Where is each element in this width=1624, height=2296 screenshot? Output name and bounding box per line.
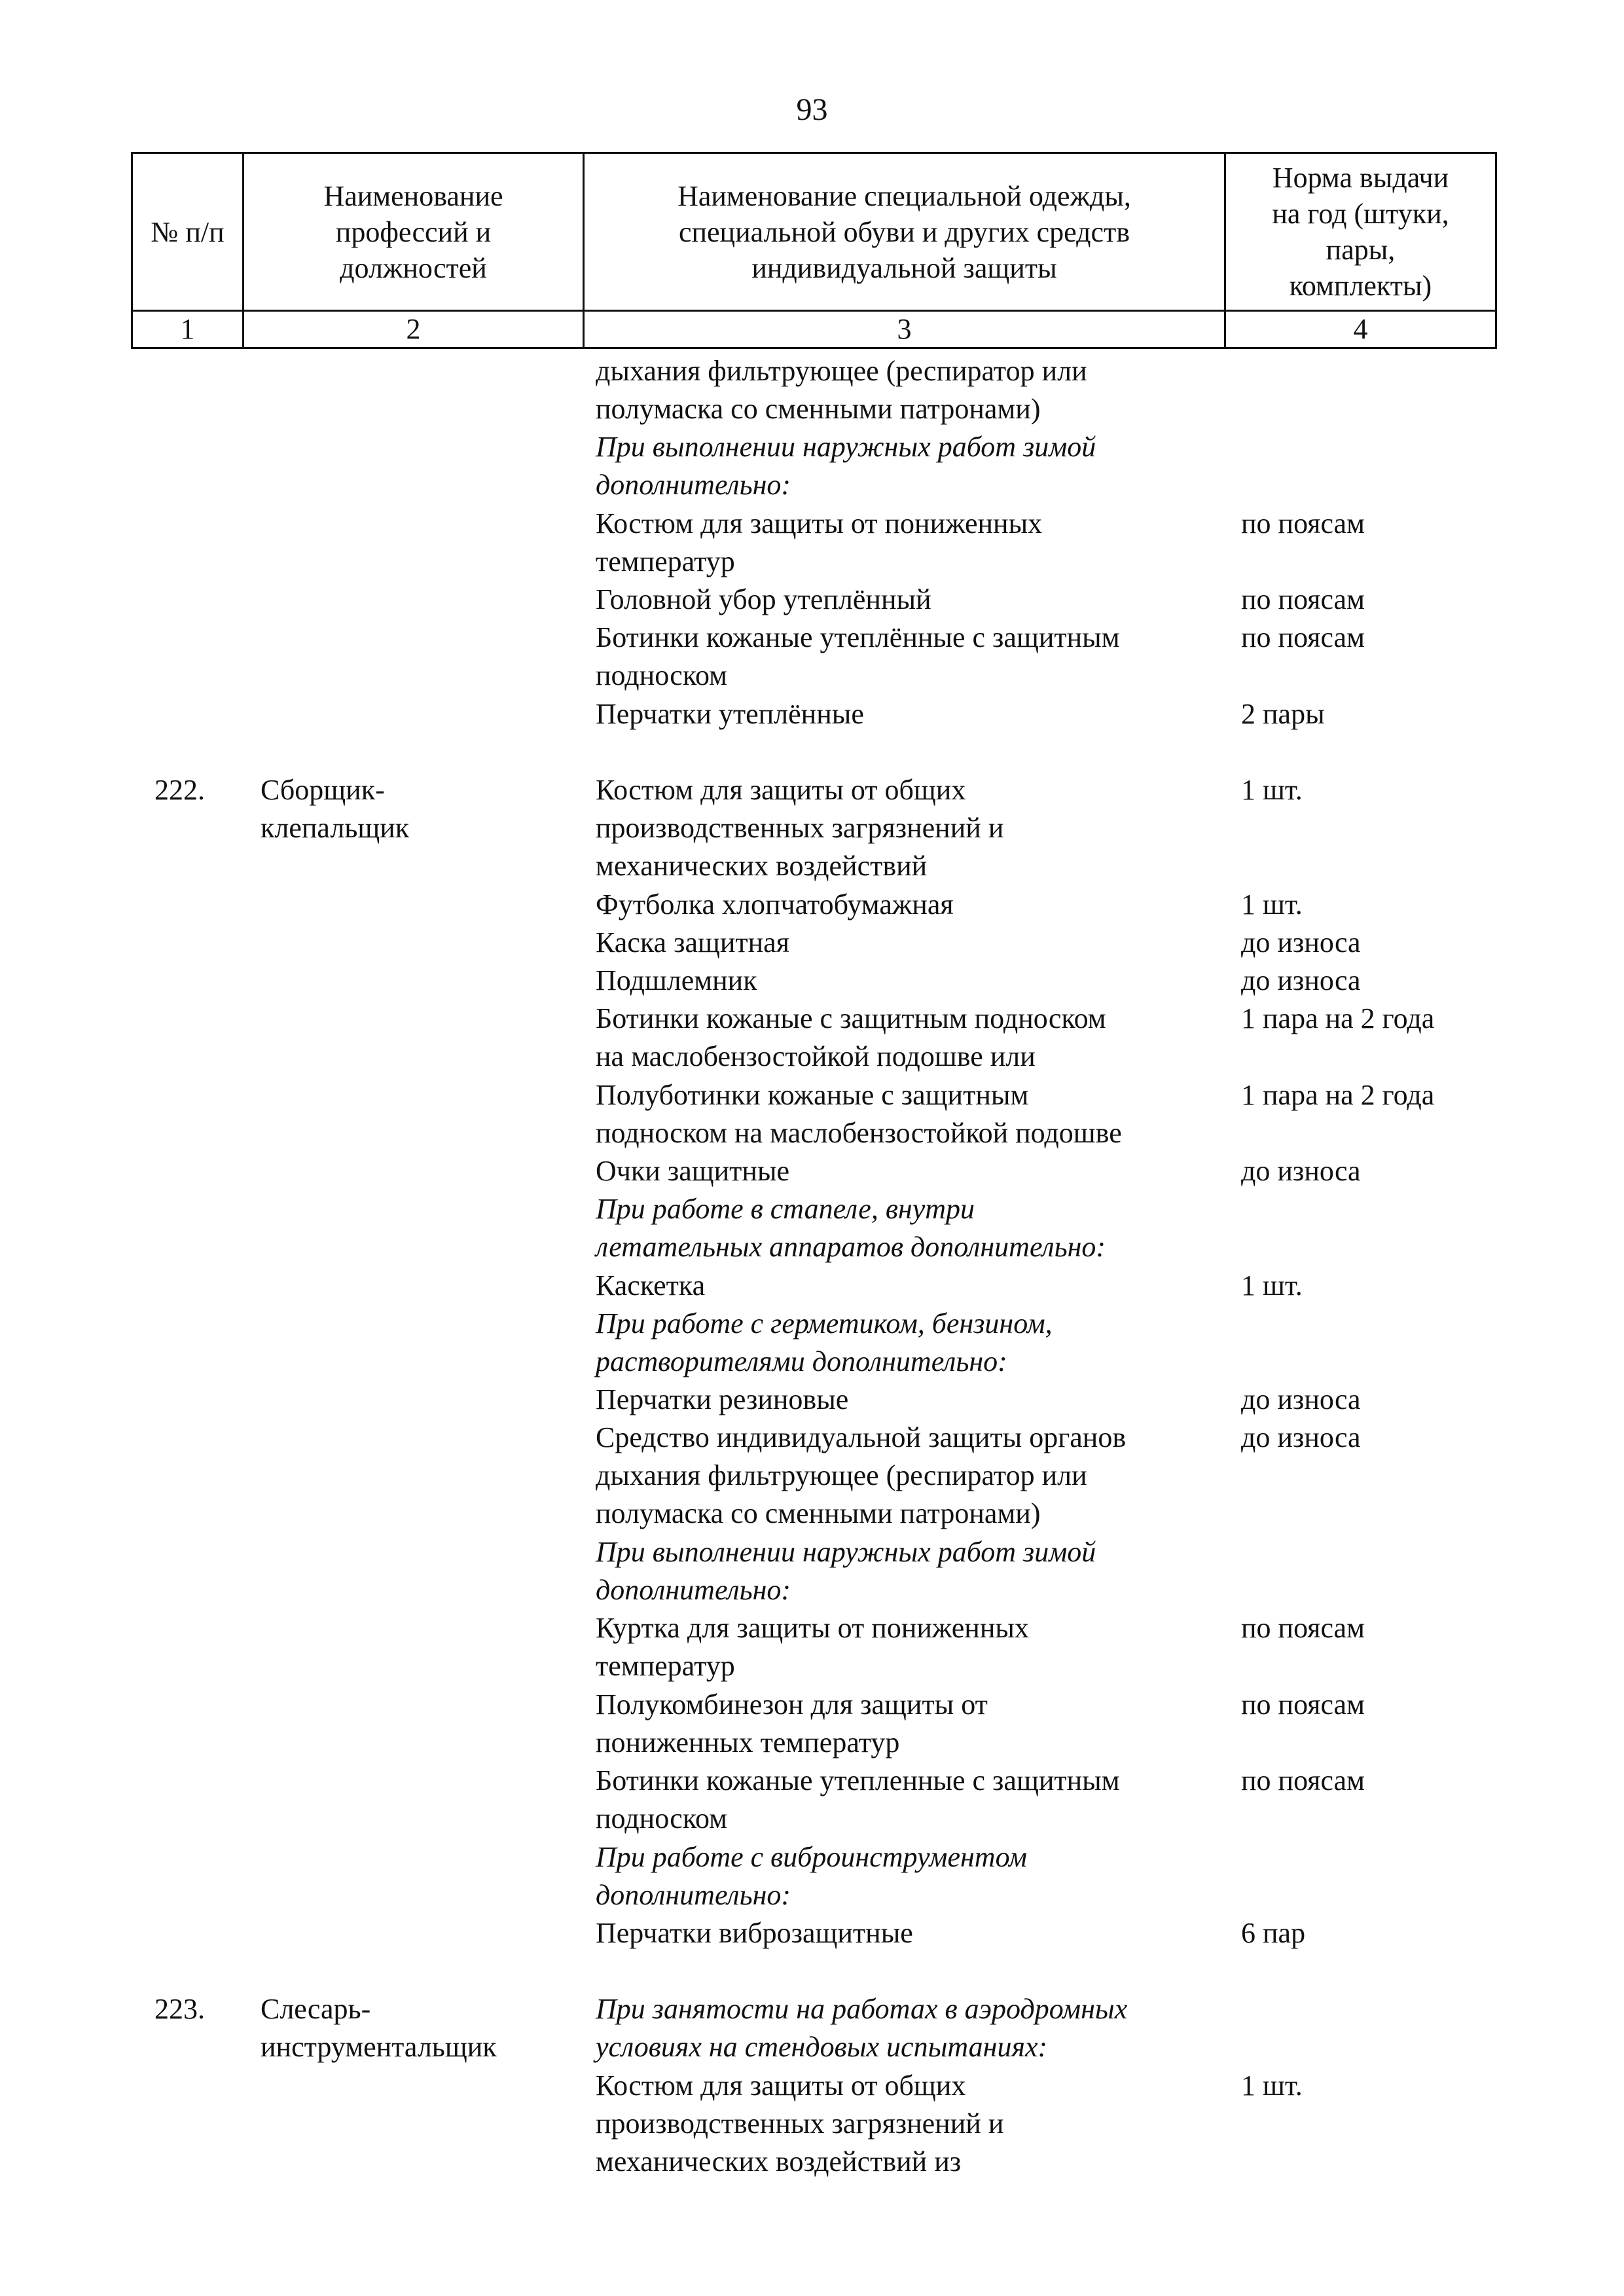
issue-norm: по поясам xyxy=(1241,583,1365,616)
issue-norm: 1 шт. xyxy=(1241,1269,1303,1302)
header-col-index: 3 xyxy=(584,311,1225,348)
equipment-item: Перчатки утеплённые xyxy=(596,697,864,730)
issue-norm: до износа xyxy=(1241,1155,1361,1187)
condition-note: При занятости на работах в аэродромных условиях на стендовых испытаниях: xyxy=(596,1993,1128,2064)
condition-note: При выполнении наружных работ зимой дополнительно: xyxy=(596,431,1096,501)
equipment-item: Полукомбинезон для защиты от пониженных температур xyxy=(596,1688,988,1758)
condition-note: При работе с виброинструментом дополнительно: xyxy=(596,1840,1027,1911)
header-equipment-column: Наименование специальной одежды, специальной обуви и других средств индивидуальной защиты xyxy=(584,153,1225,311)
issue-norm: 1 пара на 2 года xyxy=(1241,1078,1435,1111)
header-profession-column: Наименование профессий и должностей xyxy=(244,153,584,311)
header-number-column: № п/п xyxy=(132,153,244,311)
issue-norm: 6 пар xyxy=(1241,1917,1306,1949)
issue-norm: 1 пара на 2 года xyxy=(1241,1002,1435,1035)
equipment-item: Перчатки резиновые xyxy=(596,1383,849,1416)
equipment-item: Каскетка xyxy=(596,1269,706,1302)
issue-norm: по поясам xyxy=(1241,1612,1365,1645)
equipment-item: Ботинки кожаные утеплённые с защитным подноском xyxy=(596,621,1120,692)
condition-note: При выполнении наружных работ зимой дополнительно: xyxy=(596,1536,1096,1606)
equipment-item: дыхания фильтрующее (респиратор или полумаска со сменными патронами) xyxy=(596,355,1087,425)
issue-norm: по поясам xyxy=(1241,1764,1365,1797)
header-col-index: 1 xyxy=(132,311,244,348)
issue-norm: до износа xyxy=(1241,1383,1361,1416)
equipment-item: Подшлемник xyxy=(596,964,757,996)
issue-norm: по поясам xyxy=(1241,1688,1365,1721)
header-col-index: 2 xyxy=(244,311,584,348)
header-col-index: 4 xyxy=(1225,311,1496,348)
issue-norm: до износа xyxy=(1241,1421,1361,1454)
equipment-item: Костюм для защиты от пониженных температур xyxy=(596,507,1043,577)
equipment-item: Полуботинки кожаные с защитным подноском на маслобензостойкой подошве xyxy=(596,1078,1122,1149)
issue-norm: 1 шт. xyxy=(1241,888,1303,920)
issue-norm: по поясам xyxy=(1241,621,1365,654)
equipment-item: Средство индивидуальной защиты органов дыхания фильтрующее (респиратор или полумаска со сменными патронами) xyxy=(596,1421,1127,1530)
page-number: 93 xyxy=(796,92,828,127)
row-number: 223. xyxy=(154,1993,205,2026)
profession-name: Слесарь- инструментальщик xyxy=(261,1993,497,2064)
equipment-item: Очки защитные xyxy=(596,1155,790,1187)
equipment-item: Куртка для защиты от пониженных температур xyxy=(596,1612,1029,1683)
header-norm-column: Норма выдачи на год (штуки, пары, комплекты) xyxy=(1225,153,1496,311)
equipment-item: Ботинки кожаные с защитным подноском на маслобензостойкой подошве или xyxy=(596,1002,1106,1073)
condition-note: При работе в стапеле, внутри летательных аппаратов дополнительно: xyxy=(596,1193,1106,1264)
row-number: 222. xyxy=(154,774,205,806)
issue-norm: 2 пары xyxy=(1241,697,1325,730)
condition-note: При работе с герметиком, бензином, растворителями дополнительно: xyxy=(596,1307,1053,1377)
equipment-item: Головной убор утеплённый xyxy=(596,583,931,616)
issue-norm: 1 шт. xyxy=(1241,2069,1303,2102)
equipment-item: Костюм для защиты от общих производственных загрязнений и механических воздействий из xyxy=(596,2069,1004,2178)
equipment-item: Ботинки кожаные утепленные с защитным подноском xyxy=(596,1764,1120,1835)
profession-name: Сборщик- клепальщик xyxy=(261,774,410,844)
equipment-item: Футболка хлопчатобумажная xyxy=(596,888,954,920)
equipment-item: Каска защитная xyxy=(596,926,789,958)
issue-norm: по поясам xyxy=(1241,507,1365,539)
issue-norm: 1 шт. xyxy=(1241,774,1303,806)
issue-norm: до износа xyxy=(1241,964,1361,996)
equipment-item: Перчатки виброзащитные xyxy=(596,1917,913,1949)
issue-norm: до износа xyxy=(1241,926,1361,958)
equipment-item: Костюм для защиты от общих производственных загрязнений и механических воздействий xyxy=(596,774,1004,882)
